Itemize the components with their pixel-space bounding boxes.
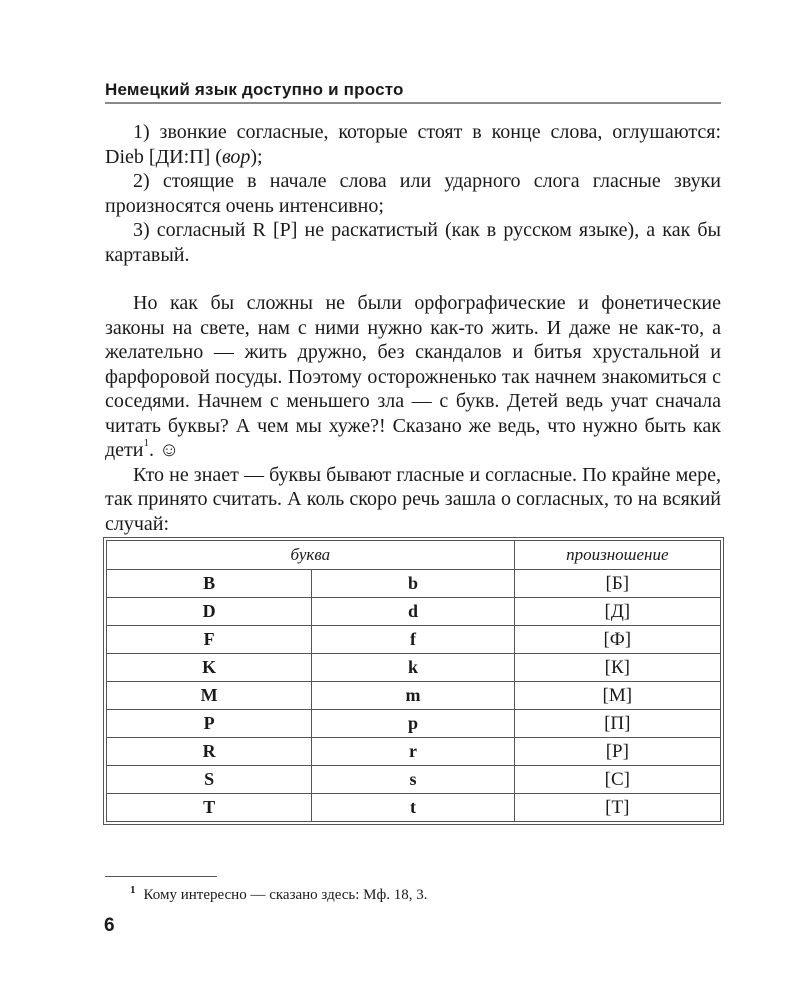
table-row <box>107 654 720 682</box>
pronunciation-cell: [М] <box>515 682 720 710</box>
footnote-text: Кому интересно — сказано здесь: Мф. 18, 3. <box>143 887 428 903</box>
body-text <box>105 120 721 536</box>
lowercase-letter-cell: r <box>312 738 514 766</box>
paragraph-rule-3: 3) согласный R [Р] не раскатистый (как в русском языке), а как бы картавый. <box>105 219 721 266</box>
lowercase-letter-cell: b <box>312 570 514 598</box>
uppercase-letter-cell: T <box>107 794 312 821</box>
table-row <box>107 570 720 598</box>
paragraph-rule-2: 2) стоящие в начале слова или ударного слога гласные звуки произносятся очень интенсивно; <box>105 170 721 217</box>
lowercase-letter-cell: p <box>312 710 514 738</box>
paragraph-rule-1: 1) звонкие согласные, которые стоят в конце слова, оглушаются: Dieb [ДИ:П] (вор); <box>105 121 721 168</box>
pronunciation-cell: [П] <box>515 710 720 738</box>
lowercase-letter-cell: d <box>312 598 514 626</box>
pronunciation-cell: [Д] <box>515 598 720 626</box>
lowercase-letter-cell: s <box>312 766 514 794</box>
table-body <box>107 570 720 821</box>
pronunciation-cell: [Ф] <box>515 626 720 654</box>
lowercase-letter-cell: k <box>312 654 514 682</box>
uppercase-letter-cell: F <box>107 626 312 654</box>
uppercase-letter-cell: M <box>107 682 312 710</box>
table-row <box>107 794 720 821</box>
paragraph-consonants: Кто не знает — буквы бывают гласные и согласные. По крайне мере, так принято считать. А коль скоро речь зашла о согласных, то на всякий случай: <box>105 463 721 535</box>
table-row <box>107 682 720 710</box>
pronunciation-cell: [Т] <box>605 796 630 818</box>
uppercase-letter-cell: R <box>107 738 312 766</box>
uppercase-letter-cell: K <box>107 654 312 682</box>
footnote-ref: 1 <box>143 437 149 450</box>
running-head: Немецкий язык доступно и просто <box>105 80 721 104</box>
pronunciation-cell: [Б] <box>515 570 720 598</box>
paragraph-intro: Но как бы сложны не были орфографические и фонетические законы на свете, нам с ними нужно как-то жить. И даже не как-то, а желательно — жить дружно, без скандалов и битья хрустальной и фарфоровой посуды. Поэтому осторожненько так начнем знакомиться с соседями. Начнем с меньшего зла — с букв. Детей ведь учат сначала читать буквы? А чем мы хуже?! Сказано же ведь, что нужно быть как дети$^1$. ☺ <box>105 292 721 461</box>
uppercase-letter-cell: S <box>107 766 312 794</box>
consonants-table <box>103 537 724 825</box>
footnote <box>130 884 427 904</box>
header-pronunciation: произношение <box>515 541 720 570</box>
table-row <box>107 710 720 738</box>
table-header-row <box>107 541 720 570</box>
header-letter: буква <box>107 541 515 570</box>
lowercase-letter-cell: m <box>312 682 514 710</box>
table-row <box>107 598 720 626</box>
lowercase-letter-cell: f <box>312 626 514 654</box>
footnote-mark: 1 <box>130 884 136 896</box>
translation-em: вор <box>221 145 251 168</box>
footnote-rule <box>105 876 217 877</box>
pronunciation-cell: [К] <box>515 654 720 682</box>
uppercase-letter-cell: B <box>107 570 312 598</box>
lowercase-letter-cell: t <box>312 794 514 821</box>
uppercase-letter-cell: D <box>107 598 312 626</box>
uppercase-letter-cell: P <box>107 710 312 738</box>
table-row <box>107 738 720 766</box>
page-number: 6 <box>104 915 115 936</box>
table-row <box>107 766 720 794</box>
table-row <box>107 626 720 654</box>
pronunciation-cell: [Р] <box>515 738 720 766</box>
pronunciation-cell: [С] <box>515 766 720 794</box>
